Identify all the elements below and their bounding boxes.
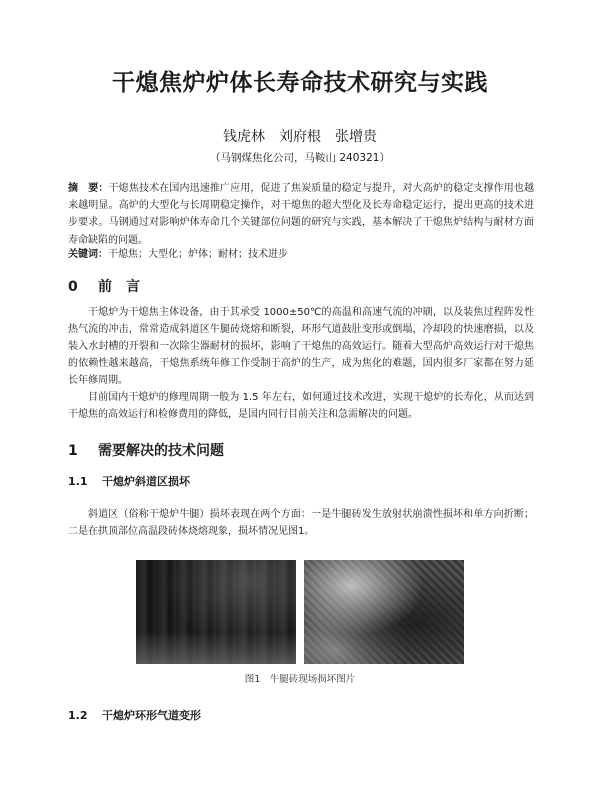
section-title: 需要解决的技术问题 (98, 443, 224, 459)
figure-1 (136, 560, 466, 664)
abstract-label: 摘 要： (68, 183, 109, 194)
abstract-text: 干熄焦技术在国内迅速推广应用，促进了焦炭质量的稳定与提升，对大高炉的稳定支撑作用也越来越明显。高炉的大型化与长周期稳定操作，对干熄焦的超大型化及长寿命稳定运行，提出更高的技术进步要求。马钢通过对影响炉体寿命几个关键部位问题的研究与实践，基本解决了干熄焦炉结构与耐材方面寿命缺陷的问题。 (68, 183, 535, 246)
paper-authors: 钱虎林 刘府根 张增贵 (223, 129, 377, 145)
section-number: 0 (68, 279, 78, 295)
subsection-number: 1.1 (68, 475, 88, 488)
figure-photo-right (304, 560, 464, 664)
paragraph-intro-2: 目前国内干熄炉的修理周期一般为 1.5 年左右，如何通过技术改进，实现干熄炉的长寿化，从而达到干熄焦的高效运行和检修费用的降低，是国内同行目前关注和急需解决的问题。 (68, 392, 534, 420)
section-heading-0 (68, 276, 140, 296)
subsection-title: 干熄炉环形气道变形 (102, 709, 201, 722)
subsection-heading-1-1 (68, 473, 190, 489)
subsection-heading-1-2 (68, 707, 201, 723)
keywords (68, 247, 534, 263)
keywords-text: 干熄焦；大型化；炉体；耐材；技术进步 (108, 249, 288, 260)
section-number: 1 (68, 443, 78, 459)
abstract (68, 180, 534, 249)
paper-affiliation: （马钢煤焦化公司，马鞍山 240321） (210, 152, 390, 164)
paper-title: 干熄焦炉炉体长寿命技术研究与实践 (112, 70, 488, 96)
figure-caption: 图1 牛腿砖现场损坏图片 (244, 674, 356, 685)
figure-photo-left (136, 560, 296, 664)
keywords-label: 关键词： (68, 249, 108, 260)
paragraph-1-1: 斜道区（俗称干熄炉牛腿）损坏表现在两个方面：一是牛腿砖发生放射状崩溃性损坏和单方向折断；二是在拱顶部位高温段砖体烧熔现象，损坏情况见图1。 (68, 509, 534, 537)
subsection-title: 干熄炉斜道区损坏 (102, 475, 190, 488)
paragraph-intro-1: 干熄炉为干熄焦主体设备，由于其承受 1000±50℃的高温和高速气流的冲刷，以及装焦过程阵发性热气流的冲击，常常造成斜道区牛腿砖烧熔和断裂，环形气道鼓肚变形或倒塌，冷却段的快速磨损，以及装入水封槽的开裂和一次除尘器耐材的损坏，影响了干熄焦的高效运行。随着大型高炉高效运行对干熄焦的依赖性越来越高，干熄焦系统年修工作受制于高炉的生产，成为焦化的难题，国内很多厂家都在努力延长年修周期。 (68, 307, 534, 386)
section-title: 前 言 (98, 279, 140, 295)
section-heading-1 (68, 440, 224, 460)
subsection-number: 1.2 (68, 709, 88, 722)
